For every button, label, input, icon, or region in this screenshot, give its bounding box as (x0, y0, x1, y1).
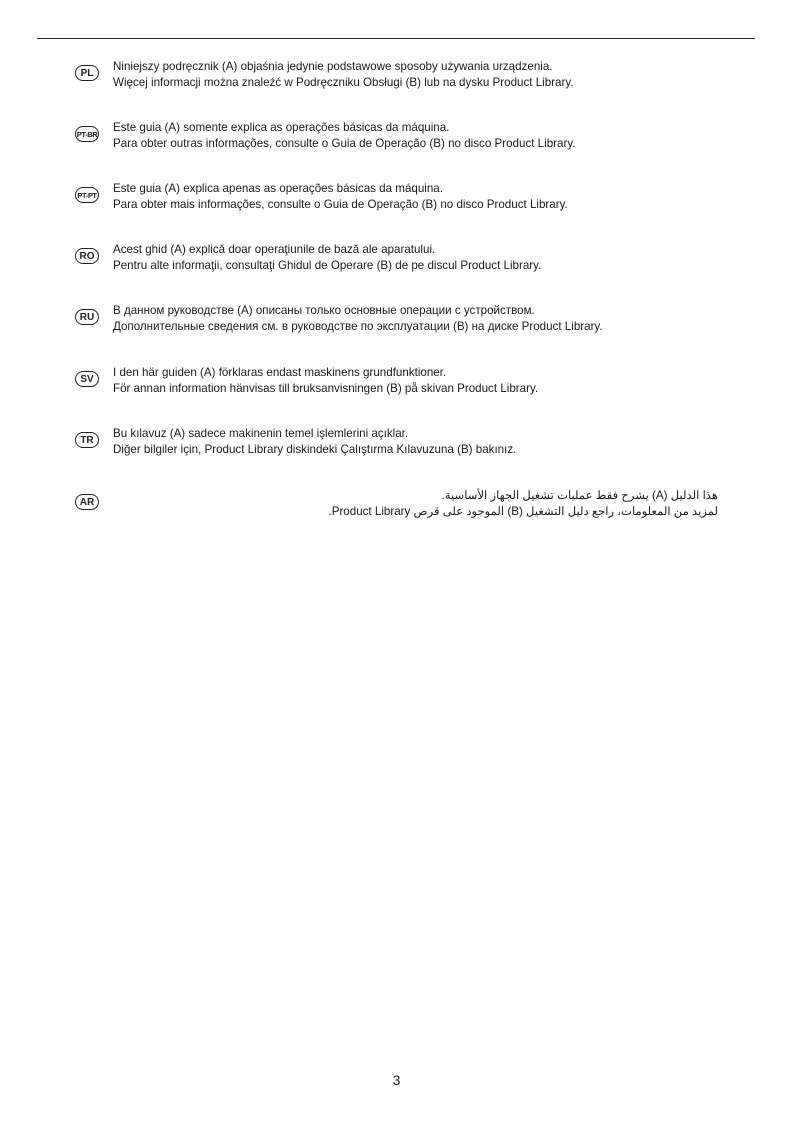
entry-text (113, 426, 516, 458)
text-line: Acest ghid (A) explică doar operaţiunile de bază ale aparatului. (113, 243, 436, 256)
text-line: Niniejszy podręcznik (A) objaśnia jedynie podstawowe sposoby używania urządzenia. (113, 60, 553, 73)
top-rule (37, 38, 755, 39)
language-badge-ar: AR (75, 494, 99, 510)
text-line: I den här guiden (A) förklaras endast maskinens grundfunktioner. (113, 366, 447, 379)
entry-tr (75, 427, 735, 468)
text-line: Para obter mais informações, consulte o Guia de Operação (B) no disco Product Library. (113, 198, 568, 211)
text-line: Pentru alte informaţii, consultaţi Ghidul de Operare (B) de pe discul Product Library. (113, 259, 542, 272)
text-line: Este guia (A) somente explica as operações básicas da máquina. (113, 121, 450, 134)
entry-text (113, 303, 603, 335)
page-number: 3 (392, 1072, 401, 1088)
entry-text (113, 242, 541, 274)
language-badge-pt-br: PT-BR (75, 126, 99, 142)
entry-text (113, 59, 574, 91)
entry-pt-pt (75, 182, 735, 223)
language-badge-pt-pt: PT-PT (75, 187, 99, 203)
entry-text (328, 488, 718, 520)
entry-ru (75, 304, 735, 345)
entry-text (113, 365, 538, 397)
entry-ar (75, 489, 735, 530)
text-line: Więcej informacji można znaleźć w Podręczniku Obsługi (B) lub na dysku Product Library. (113, 76, 574, 89)
text-line: Bu kılavuz (A) sadece makinenin temel işlemlerini açıklar. (113, 427, 409, 440)
language-badge-ro: RO (75, 248, 99, 264)
entry-ro (75, 243, 735, 284)
text-line: هذا الدليل (A) يشرح فقط عمليات تشغيل الجهاز الأساسية. (441, 489, 718, 502)
language-badge-ru: RU (75, 309, 99, 325)
entry-pl (75, 60, 735, 101)
entry-sv (75, 366, 735, 407)
text-line: لمزيد من المعلومات، راجع دليل التشغيل (B) الموجود على قرص Product Library. (328, 505, 718, 518)
text-line: För annan information hänvisas till bruksanvisningen (B) på skivan Product Library. (113, 382, 539, 395)
entry-text (113, 120, 575, 152)
language-badge-sv: SV (75, 371, 99, 387)
language-badge-tr: TR (75, 432, 99, 448)
text-line: Дополнительные сведения см. в руководстве по эксплуатации (B) на диске Product Library. (113, 320, 603, 333)
text-line: Diğer bilgiler için, Product Library diskindeki Çalıştırma Kılavuzuna (B) bakınız. (113, 443, 517, 456)
text-line: Para obter outras informações, consulte o Guia de Operação (B) no disco Product Library. (113, 137, 576, 150)
language-badge-pl: PL (75, 65, 99, 81)
text-line: В данном руководстве (A) описаны только основные операции с устройством. (113, 304, 535, 317)
entry-pt-br (75, 121, 735, 162)
text-line: Este guia (A) explica apenas as operações básicas da máquina. (113, 182, 443, 195)
entry-text (113, 181, 568, 213)
